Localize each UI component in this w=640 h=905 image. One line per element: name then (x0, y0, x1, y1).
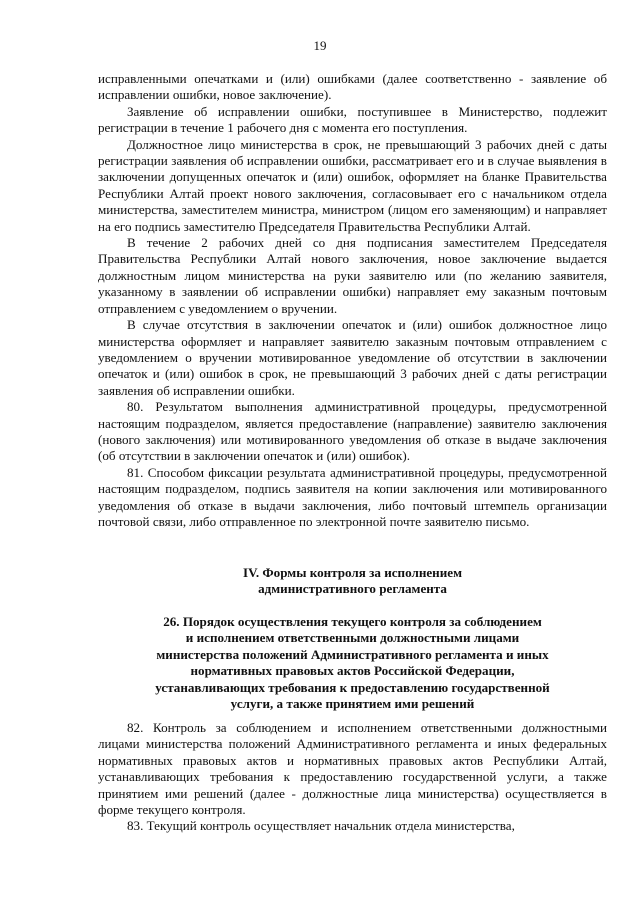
paragraph: В случае отсутствия в заключении опечаток и (или) ошибок должностное лицо министерства оформляет и направляет заявителю заказным почтовым отправлением с уведомлением о вручении мотивированное уведомление об отсутствии в заключении опечаток и (или) ошибок в срок, не превышающий 3 рабочих дней с даты регистрации заявления об исправлении ошибки. (98, 317, 607, 398)
subsection-heading-line: нормативных правовых актов Российской Федерации, (190, 663, 515, 679)
subsection-heading-line: и исполнением ответственными должностными лицами (185, 630, 520, 646)
paragraph-item-83: 83. Текущий контроль осуществляет начальник отдела министерства, (127, 818, 515, 834)
section-heading-line: IV. Формы контроля за исполнением (243, 565, 462, 580)
paragraph: Заявление об исправлении ошибки, поступившее в Министерство, подлежит регистрации в течение 1 рабочего дня с момента его поступления. (98, 103, 607, 136)
subsection-heading-line: устанавливающих требования к предоставлению государственной (155, 679, 550, 695)
body-text-bottom (98, 720, 607, 835)
subsection-heading-line: министерства положений Административного регламента и иных (156, 646, 549, 662)
subsection-heading-line: 26. Порядок осуществления текущего контроля за соблюдением (163, 614, 542, 629)
section-heading (98, 565, 607, 598)
paragraph-continuation: исправленными опечатками и (или) ошибками (далее соответственно - заявление об исправлении ошибки, новое заключение). (98, 71, 607, 103)
paragraph: Должностное лицо министерства в срок, не превышающий 3 рабочих дней с даты регистрации заявления об исправлении ошибки, рассматривает его и в случае выявления в заключении допущенных опечаток и (или) ошибок, оформляет на бланке Правительства Республики Алтай проект нового заключения, согласовывает его с начальником отдела министерства, заместителем министра, министром (лицом его заменяющим) и направляет на его подпись заместителю Председателя Правительства Республики Алтай. (98, 136, 607, 234)
subsection-heading (98, 614, 607, 712)
paragraph: В течение 2 рабочих дней со дня подписания заместителем Председателя Правительства Республики Алтай нового заключения, новое заключение выдается должностным лицом министерства на руки заявителю или (по желанию заявителя, указанному в заявлении об исправлении ошибки) направляет ему заказным почтовым отправлением с уведомлением о вручении. (98, 235, 607, 316)
paragraph-item-81: 81. Способом фиксации результата административной процедуры, предусмотренной настоящим подразделом, подпись заявителя на копии заключения или мотивированного уведомления об отказе в выдачи заключения, либо почтовый штемпель организации почтовой связи, либо отправленное по электронной почте заявителю письмо. (98, 464, 607, 529)
page-number: 19 (313, 38, 327, 53)
paragraph-item-82: 82. Контроль за соблюдением и исполнением ответственными должностными лицами министерства положений Административного регламента и иных федеральных нормативных правовых актов и нормативных правовых актов Республики Алтай, устанавливающих требования к предоставлению государственной услуги, а также принятием ими решений (далее - должностные лица министерства) осуществляется в форме текущего контроля. (98, 720, 607, 818)
section-heading-line: административного регламента (258, 581, 447, 597)
body-text-top (98, 71, 607, 530)
paragraph-item-80: 80. Результатом выполнения административной процедуры, предусмотренной настоящим подразделом, является предоставление (направление) заявителю заключения (нового заключения) или мотивированного уведомления об отказе в выдаче заключения (об отсутствии в заключении опечаток и (или) ошибок). (98, 399, 607, 464)
subsection-heading-line: услуги, а также принятием ими решений (230, 696, 475, 712)
